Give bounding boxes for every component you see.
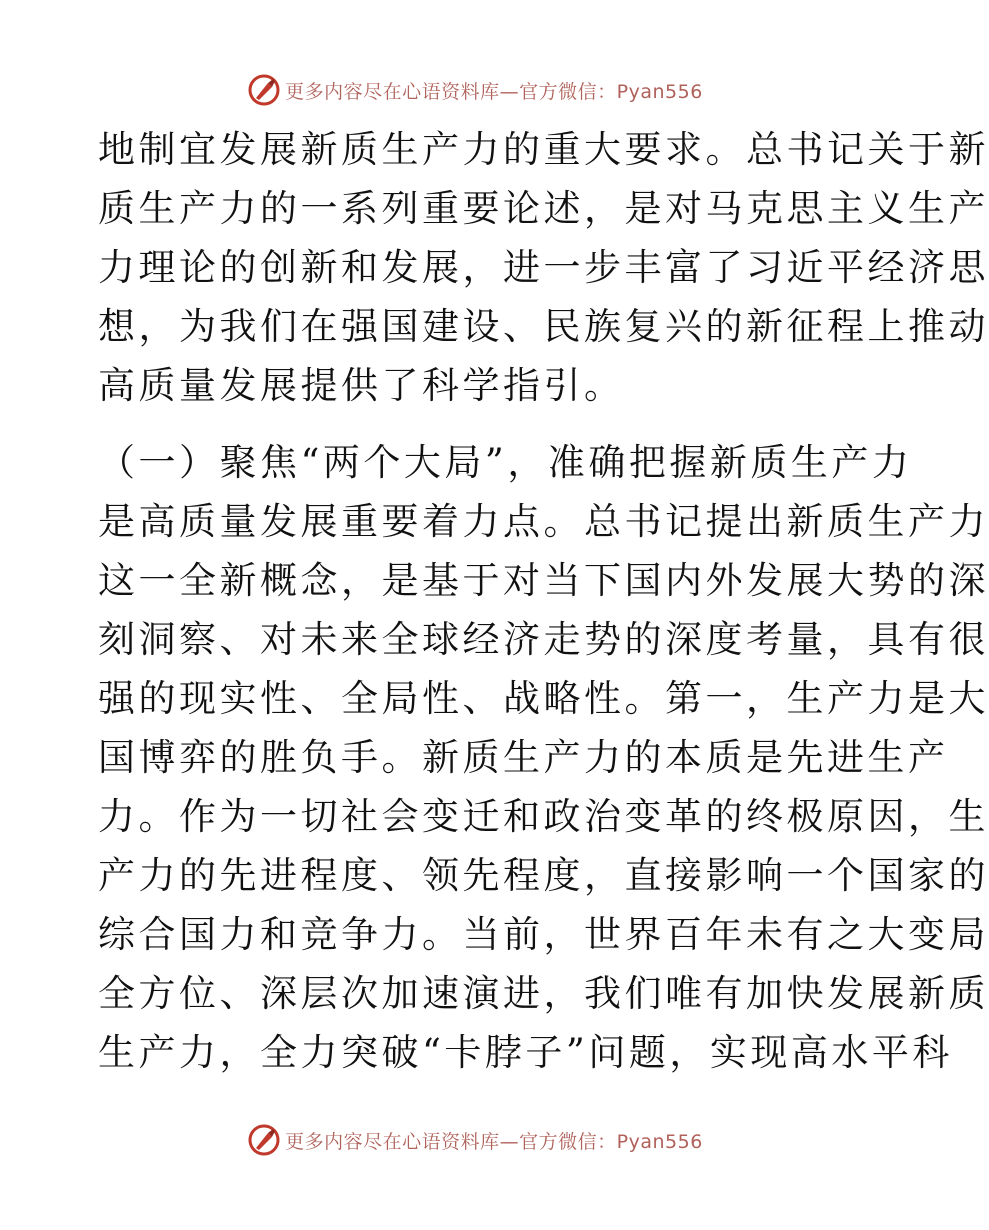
text-line: 是高质量发展重要着力点。总书记提出新质生产力 <box>98 500 989 543</box>
document-body <box>98 120 989 1082</box>
text-line: 这一全新概念，是基于对当下国内外发展大势的深 <box>98 559 989 602</box>
header-banner-text: 更多内容尽在心语资料库—官方微信：Pyan556 <box>285 80 703 103</box>
paragraph-2 <box>98 433 989 1082</box>
paragraph-gap <box>98 415 858 433</box>
text-line: 国博弈的胜负手。新质生产力的本质是先进生产 <box>98 736 949 779</box>
text-line: 质生产力的一系列重要论述，是对马克思主义生产 <box>98 187 989 230</box>
pen-nib-logo-icon <box>247 1123 281 1157</box>
text-line: 产力的先进程度、领先程度，直接影响一个国家的 <box>98 854 989 897</box>
text-line: 高质量发展提供了科学指引。 <box>98 364 625 407</box>
text-line: 地制宜发展新质生产力的重大要求。总书记关于新 <box>98 128 989 171</box>
pen-nib-logo-icon <box>247 73 281 107</box>
text-line: （一）聚焦“两个大局”，准确把握新质生产力 <box>98 441 913 484</box>
text-line: 力理论的创新和发展，进一步丰富了习近平经济思 <box>98 246 989 289</box>
paragraph-1 <box>98 120 989 415</box>
text-line: 全方位、深层次加速演进，我们唯有加快发展新质 <box>98 972 989 1015</box>
footer-banner <box>0 1120 950 1160</box>
text-line: 刻洞察、对未来全球经济走势的深度考量，具有很 <box>98 618 989 661</box>
text-line: 生产力，全力突破“卡脖子”问题，实现高水平科 <box>98 1031 953 1074</box>
header-banner <box>0 70 950 110</box>
footer-banner-text: 更多内容尽在心语资料库—官方微信：Pyan556 <box>285 1130 703 1153</box>
text-line: 综合国力和竞争力。当前，世界百年未有之大变局 <box>98 913 989 956</box>
text-line: 想，为我们在强国建设、民族复兴的新征程上推动 <box>98 305 989 348</box>
text-line: 力。作为一切社会变迁和政治变革的终极原因，生 <box>98 795 989 838</box>
text-line: 强的现实性、全局性、战略性。第一，生产力是大 <box>98 677 989 720</box>
